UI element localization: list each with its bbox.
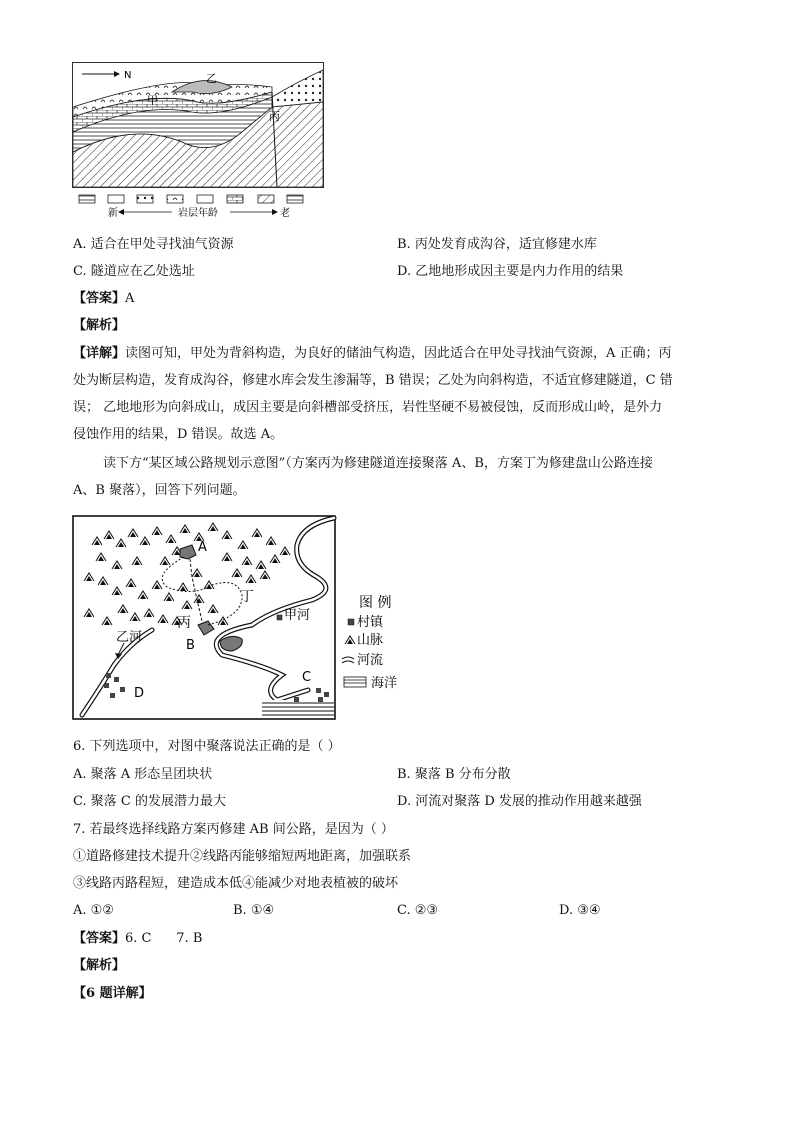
label-ding-route: 丁 bbox=[240, 589, 254, 605]
axis-title: 岩层年龄 bbox=[178, 208, 218, 219]
legend-mountain-icon bbox=[345, 636, 355, 644]
q7-option-a: A. ①② bbox=[73, 903, 114, 918]
prev-option-b: B. 丙处发育成沟谷，适宜修建水库 bbox=[397, 237, 597, 252]
age-axis-arrow-right-icon bbox=[272, 209, 278, 215]
ocean-area bbox=[262, 700, 334, 718]
analysis-label-1: 【解析】 bbox=[73, 318, 126, 333]
legend-swatch-1 bbox=[79, 195, 95, 203]
analysis-label-2: 【解析】 bbox=[73, 958, 126, 973]
legend-swatch-6 bbox=[227, 195, 243, 203]
legend-title: 图 例 bbox=[359, 595, 392, 611]
detail-line-2: 处为断层构造，发育成沟谷，修建水库会发生渗漏等，B 错误；乙处为向斜构造，不适宜修建隧道，C 错 bbox=[73, 373, 673, 388]
geologic-section-svg bbox=[72, 62, 324, 222]
label-yi: 乙 bbox=[206, 72, 217, 85]
q7-option-c: C. ②③ bbox=[397, 903, 439, 918]
legend-river: 河流 bbox=[357, 653, 384, 668]
geologic-section-figure bbox=[72, 62, 324, 222]
legend-swatch-2 bbox=[108, 195, 124, 203]
legend-ocean: 海洋 bbox=[371, 676, 398, 691]
intro-line-1: 读下方“某区域公路规划示意图”（方案丙为修建隧道连接聚落 A、B，方案丁为修建盘山公路连接 bbox=[103, 456, 653, 471]
label-jia: 甲 bbox=[147, 94, 158, 107]
answer-label-2: 【答案】 bbox=[73, 931, 126, 946]
legend-ocean-icon bbox=[344, 677, 366, 687]
map-legend bbox=[342, 595, 397, 691]
detail6-label: 【6 题详解】 bbox=[73, 986, 152, 1001]
legend-river-icon-2 bbox=[342, 661, 354, 663]
legend-swatch-5 bbox=[197, 195, 213, 203]
answer-value: A bbox=[125, 291, 135, 306]
north-label: N bbox=[124, 70, 132, 81]
legend-town-icon bbox=[348, 619, 354, 625]
legend-mountain: 山脉 bbox=[357, 633, 384, 648]
detail-line-3: 误； 乙地地形为向斜成山，成因主要是向斜槽部受挤压，岩性坚硬不易被侵蚀，反而形成山岭，是外力 bbox=[73, 400, 663, 415]
prev-option-d: D. 乙地地形成因主要是内力作用的结果 bbox=[397, 264, 624, 279]
q6-stem: 6. 下列选项中，对图中聚落说法正确的是（ ） bbox=[73, 739, 341, 754]
legend-swatch-3 bbox=[137, 195, 153, 203]
age-axis-arrow-left-icon bbox=[118, 209, 124, 215]
detail-line-1 bbox=[73, 345, 672, 363]
label-river-jia: 甲河 bbox=[284, 608, 311, 623]
detail-line-4: 侵蚀作用的结果，D 错误。故选 A。 bbox=[73, 427, 284, 442]
q6-option-b: B. 聚落 B 分布分散 bbox=[397, 767, 511, 782]
q6-option-c: C. 聚落 C 的发展潜力最大 bbox=[73, 794, 226, 809]
intro-line-2: A、B 聚落），回答下列问题。 bbox=[73, 483, 246, 498]
q6-option-d: D. 河流对聚落 D 发展的推动作用越来越强 bbox=[397, 794, 642, 809]
label-bing-route: 丙 bbox=[177, 615, 191, 631]
prev-option-c: C. 隧道应在乙处选址 bbox=[73, 264, 195, 279]
q6-option-a: A. 聚落 A 形态呈团块状 bbox=[73, 767, 213, 782]
detail-label: 【详解】 bbox=[73, 346, 126, 361]
legend-town: 村镇 bbox=[357, 615, 384, 630]
label-a: A bbox=[198, 540, 207, 555]
label-c: C bbox=[302, 670, 312, 685]
label-b: B bbox=[186, 638, 195, 653]
label-river-yi: 乙河 bbox=[116, 630, 143, 645]
village-icon bbox=[277, 615, 282, 620]
prev-option-a: A. 适合在甲处寻找油气资源 bbox=[73, 237, 234, 252]
answer-block-2 bbox=[73, 930, 202, 948]
q7-choices-line-1: ①道路修建技术提升②线路丙能够缩短两地距离，加强联系 bbox=[73, 849, 412, 864]
q7-option-d: D. ③④ bbox=[559, 903, 601, 918]
legend-swatch-8 bbox=[287, 195, 303, 203]
road-planning-map bbox=[72, 515, 412, 721]
road-planning-map-svg bbox=[72, 515, 412, 721]
answer-value-2: 6. C 7. B bbox=[125, 931, 203, 946]
axis-new-label: 新 bbox=[108, 208, 118, 219]
q7-option-b: B. ①④ bbox=[233, 903, 275, 918]
q7-stem: 7. 若最终选择线路方案丙修建 AB 间公路，是因为（ ） bbox=[73, 822, 394, 837]
legend-river-icon bbox=[342, 657, 354, 659]
answer-block-1 bbox=[73, 290, 134, 308]
legend-swatch-4 bbox=[167, 195, 183, 203]
detail-text-1: 读图可知，甲处为背斜构造，为良好的储油气构造，因此适合在甲处寻找油气资源，A 正确；丙 bbox=[125, 346, 672, 361]
legend-swatch-7 bbox=[258, 195, 274, 203]
label-d: D bbox=[134, 686, 145, 701]
axis-old-label: 老 bbox=[280, 208, 290, 219]
answer-label: 【答案】 bbox=[73, 291, 126, 306]
label-bing: 丙 bbox=[269, 110, 280, 123]
q7-choices-line-2: ③线路丙路程短，建造成本低④能减少对地表植被的破坏 bbox=[73, 876, 399, 891]
